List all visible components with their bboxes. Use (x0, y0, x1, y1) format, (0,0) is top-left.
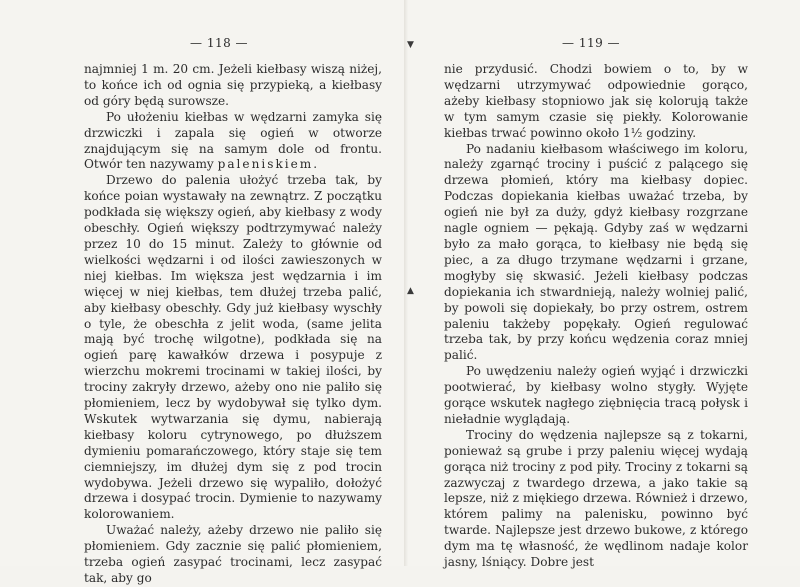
left-paragraph-3: Drzewo do palenia ułożyć trzeba tak, by końce poian wystawały na zewnątrz. Z początku podkłada się większy ogień, aby kiełbasy z wody obeschły. Ogień większy podtrzymywać należy przez 10 do 15 minut. Zależy to głównie od wielkości wędzarni i od ilości zawieszonych w niej kiełbas. Im większa jest wędzarnia i im więcej w niej kiełbas, tem dłużej trzeba palić, aby kiełbasy obeschły. Gdy już kiełbasy wyschły o tyle, że obeschła z jelit woda, (same jelita mają być trochę wilgotne), podkłada się na ogień parę kawałków drzewa i posypuje z wierzchu mokremi trocinami w takiej ilości, by trociny zakryły drzewo, ażeby ono nie paliło się płomieniem, lecz by wydobywał się tylko dym. Wskutek wytwarzania się dymu, nabierają kiełbasy koloru cytrynowego, po dłuższem dymieniu pomarańczowego, który staje się tem ciemniejszy, im dłużej dym się z pod trocin wydobywa. Jeżeli drzewo się wypaliło, dołożyć drzewa i dosypać trocin. Dymienie to nazywamy kolorowaniem. (84, 173, 382, 522)
left-paragraph-2-text: Po ułożeniu kiełbas w wędzarni zamyka się drzwiczki i zapala się ogień w otworze znajdującym się na samym dole od frontu. Otwór ten nazywamy (84, 109, 382, 172)
gutter-mark-middle: ▲ (407, 286, 414, 296)
right-paragraph-2: Po nadaniu kiełbasom właściwego im koloru, należy zgarnąć trociny i puścić z palącego się drzewa płomień, który ma kiełbasy dopiec. Podczas dopiekania kiełbas uważać trzeba, by ogień nie był za duży, gdyż kiełbasy rozgrzane nagle ogniem — pękają. Gdyby zaś w wędzarni było za mało gorąca, to kiełbasy nie będą się piec, a za długo trzymane wędzarni i grzane, mogłyby się skwasić. Jeżeli kiełbasy podczas dopiekania ich stwardnieją, należy wolniej palić, by powoli się dopiekały, bo przy ostrem, ostrem paleniu takżeby popękały. Ogień regulować trzeba tak, by przy końcu wędzenia coraz mniej palić. (444, 141, 748, 363)
right-paragraph-4: Trociny do wędzenia najlepsze są z tokarni, ponieważ są grube i przy paleniu więcej wydają gorąca niż trociny z pod piły. Trociny z tokarni są zazwyczaj z twardego drzewa, a jako takie są lepsze, niż z miękiego drzewa. Również i drzewo, którem palimy na palenisku, powinno być twarde. Najlepsze jest drzewo bukowe, z którego dym ma tę własność, że wędlinom nadaje kolor jasny, lśniący. Dobre jest (444, 427, 748, 570)
right-page-number: — 119 — (562, 36, 621, 50)
right-paragraph-3: Po uwędzeniu należy ogień wyjąć i drzwiczki pootwierać, by kiełbasy wolno stygły. Wyjęte gorące wskutek nagłego ziębnięcia tracą połysk i nieładnie wyglądają. (444, 364, 748, 426)
right-page (410, 0, 800, 570)
left-paragraph-2 (84, 110, 382, 174)
spaced-term: paleniskiem (217, 157, 314, 172)
right-paragraph-1: nie przydusić. Chodzi bowiem o to, by w wędzarni utrzymywać odpowiednie gorąco, ażeby kiełbasy stopniowo jak się kolorują także w tym samym czasie się piekły. Kolorowanie kiełbas trwać powinno około 1½ godziny. (444, 62, 748, 140)
left-paragraph-4: Uważać należy, ażeby drzewo nie paliło się płomieniem. Gdy zacznie się palić płomieniem, trzeba ogień zasypać trocinami, lecz zasypać tak, aby go (84, 523, 382, 585)
left-paragraph-1: najmniej 1 m. 20 cm. Jeżeli kiełbasy wiszą niżej, to końce ich od ognia się przypieką, a kiełbasy od góry będą surowsze. (84, 62, 382, 108)
left-page-body (84, 62, 382, 587)
spaced-term-end: . (313, 157, 318, 172)
right-page-body (444, 62, 748, 571)
gutter-mark-top: ▼ (407, 40, 414, 50)
left-page-number: — 118 — (190, 36, 249, 50)
